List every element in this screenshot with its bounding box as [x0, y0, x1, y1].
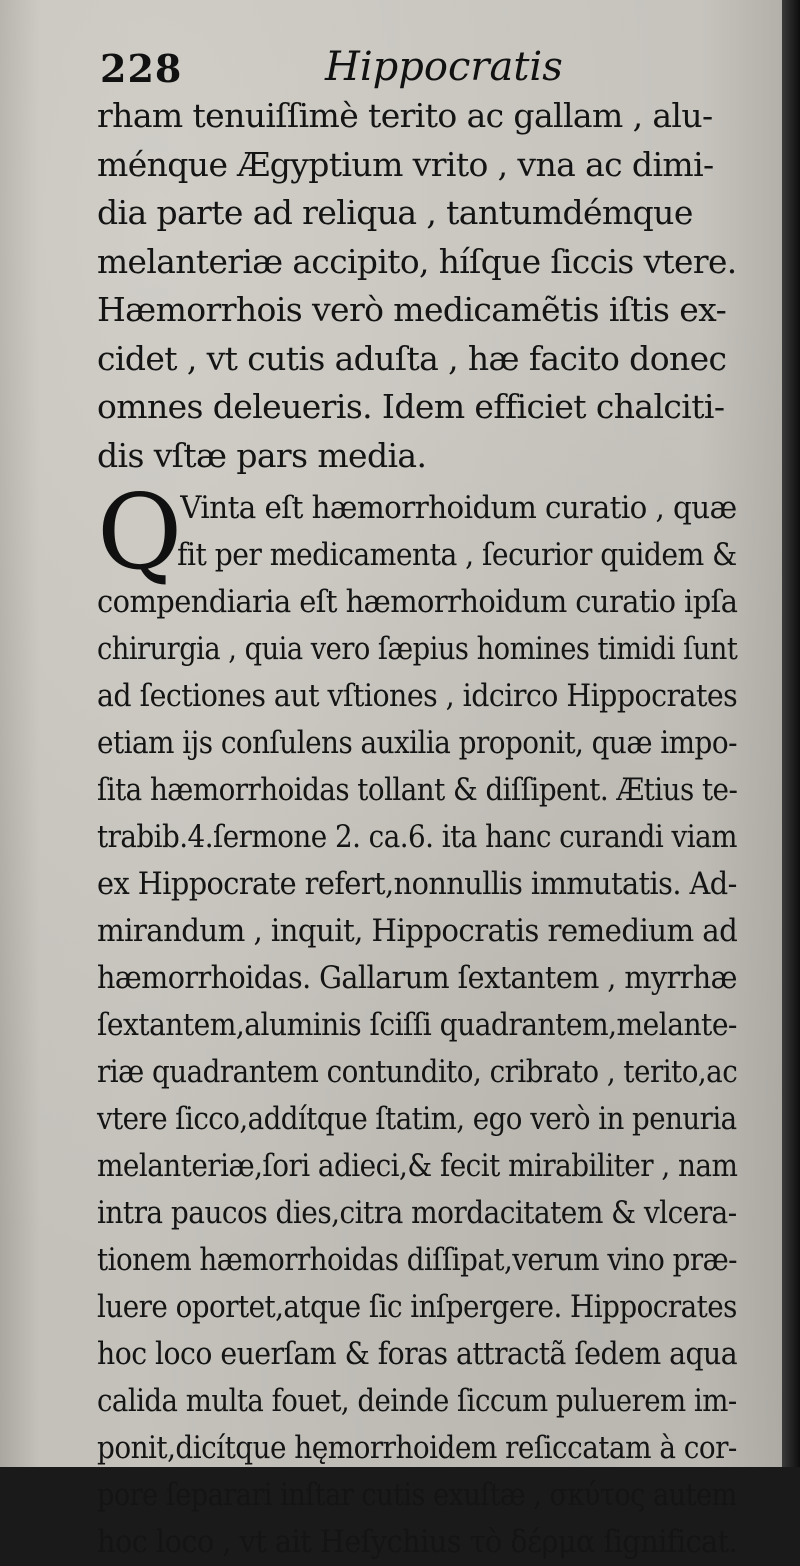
text-line: ponit,dicítque hęmorrhoidem reſiccatam à cor-	[97, 1430, 737, 1466]
text-line: Hæmorrhois verò medicamẽtis iſtis ex-	[97, 290, 727, 329]
paragraph-2	[97, 485, 737, 1566]
running-head: Hippocratis	[325, 44, 563, 90]
text-line: hæmorrhoidas. Gallarum ſextantem , myrrhæ	[97, 960, 737, 996]
page-number: 228	[100, 46, 183, 91]
text-line: pore ſeparari inſtar cutis exuſtæ , σκύτος autem	[97, 1477, 737, 1513]
text-line: etiam ijs conſulens auxilia proponit, quæ impo-	[97, 725, 737, 761]
text-line: dis vſtæ pars media.	[97, 435, 427, 475]
text-line: hoc loco , vt ait Heſychius τὸ δέρμα ſignificat.	[97, 1524, 738, 1560]
text-line: calida multa fouet, deinde ſiccum puluerem im-	[97, 1383, 737, 1419]
text-line: ſita hæmorrhoidas tollant & diſſipent. Ætius te-	[97, 772, 738, 808]
text-line: mirandum , inquit, Hippocratis remedium ad	[97, 913, 738, 949]
text-line: compendiaria eſt hæmorrhoidum curatio ipſa	[97, 584, 738, 620]
text-line: dia parte ad reliqua , tantumdémque	[97, 193, 693, 232]
text-line: intra paucos dies,citra mordacitatem & vlcera-	[97, 1195, 737, 1231]
text-line: melanteriæ accipito, híſque ſiccis vtere.	[97, 241, 737, 281]
text-line: tionem hæmorrhoidas diſſipat,verum vino præ-	[97, 1242, 737, 1278]
text-line: ſextantem,aluminis ſciſſi quadrantem,melante-	[97, 1007, 737, 1043]
text-line: ex Hippocrate refert,nonnullis immutatis. Ad-	[97, 866, 737, 902]
text-line: vtere ſicco,addítque ſtatim, ego verò in penuria	[97, 1101, 737, 1137]
text-line: rham tenuiſſimè terito ac gallam , alu-	[97, 96, 713, 135]
text-line: melanteriæ,ſori adieci,& fecit mirabiliter , nam	[97, 1148, 738, 1184]
paragraph-1	[97, 92, 737, 480]
book-spine-shadow	[782, 0, 800, 1467]
text-line: trabib.4.ſermone 2. ca.6. ita hanc curandi viam	[97, 819, 737, 855]
page-header	[100, 40, 740, 96]
text-line: ad ſectiones aut vſtiones , idcirco Hippocrates	[97, 678, 738, 714]
text-line: luere oportet,atque ſic inſpergere. Hippocrates	[97, 1289, 737, 1325]
text-line: riæ quadrantem contundito, cribrato , terito,ac	[97, 1054, 738, 1090]
text-line: omnes deleueris. Idem efficiet chalciti-	[97, 387, 725, 426]
text-line: chirurgia , quia vero ſæpius homines timidi ſunt	[97, 631, 738, 667]
text-line: ménque Ægyptium vrito , vna ac dimi-	[97, 144, 714, 184]
text-line: fit per medicamenta , ſecurior quidem &	[177, 537, 737, 573]
text-line: cidet , vt cutis aduſta , hæ facito donec	[97, 338, 727, 378]
text-line: Vinta eſt hæmorrhoidum curatio , quæ	[180, 490, 737, 526]
text-line: hoc loco euerſam & foras attractã ſedem aqua	[97, 1336, 738, 1372]
drop-cap: Q	[97, 471, 183, 593]
